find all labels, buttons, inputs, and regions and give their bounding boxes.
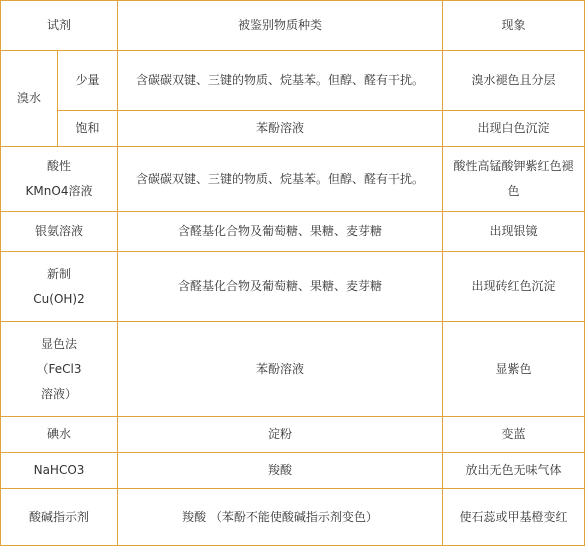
- indicator-reagent: 酸碱指示剂: [1, 489, 118, 546]
- cuoh-reagent-line2: Cu(OH)2: [33, 291, 85, 306]
- table-row: [1, 212, 585, 252]
- nahco3-reagent: NaHCO3: [1, 453, 118, 489]
- nahco3-substance: 羧酸: [118, 453, 443, 489]
- header-reagent: 试剂: [1, 1, 118, 51]
- kmno4-substance: 含碳碳双键、三键的物质、烷基苯。但醇、醛有干扰。: [118, 147, 443, 212]
- cuoh-reagent-line1: 新制: [47, 266, 72, 281]
- table-row: [1, 489, 585, 546]
- fecl3-reagent-line3: 溶液）: [41, 386, 78, 401]
- fecl3-reagent: [1, 322, 118, 417]
- indicator-substance: 羧酸 （苯酚不能使酸碱指示剂变色）: [118, 489, 443, 546]
- table-row: [1, 111, 585, 147]
- cuoh-reagent: [1, 252, 118, 322]
- bromine-saturated-phenomenon: 出现白色沉淀: [443, 111, 585, 147]
- silver-phenomenon: 出现银镜: [443, 212, 585, 252]
- bromine-reagent: 溴水: [1, 51, 58, 147]
- table-row: [1, 147, 585, 212]
- bromine-small-label: 少量: [58, 51, 118, 111]
- header-substance: 被鉴别物质种类: [118, 1, 443, 51]
- kmno4-reagent: [1, 147, 118, 212]
- iodine-reagent: 碘水: [1, 417, 118, 453]
- kmno4-phenomenon: 酸性高锰酸钾紫红色褪色: [443, 147, 585, 212]
- fecl3-reagent-line2: （FeCl3: [36, 361, 82, 376]
- fecl3-phenomenon: 显紫色: [443, 322, 585, 417]
- table-row: [1, 252, 585, 322]
- cuoh-phenomenon: 出现砖红色沉淀: [443, 252, 585, 322]
- nahco3-phenomenon: 放出无色无味气体: [443, 453, 585, 489]
- bromine-saturated-label: 饱和: [58, 111, 118, 147]
- bromine-small-phenomenon: 溴水褪色且分层: [443, 51, 585, 111]
- silver-reagent: 银氨溶液: [1, 212, 118, 252]
- kmno4-reagent-line2: KMnO4溶液: [25, 184, 93, 198]
- header-phenomenon: 现象: [443, 1, 585, 51]
- fecl3-reagent-line1: 显色法: [41, 336, 78, 351]
- table-header-row: [1, 1, 585, 51]
- indicator-phenomenon: 使石蕊或甲基橙变红: [443, 489, 585, 546]
- cuoh-substance: 含醛基化合物及葡萄糖、果糖、麦芽糖: [118, 252, 443, 322]
- table-row: [1, 51, 585, 111]
- kmno4-reagent-line1: 酸性: [47, 159, 72, 173]
- bromine-saturated-substance: 苯酚溶液: [118, 111, 443, 147]
- iodine-substance: 淀粉: [118, 417, 443, 453]
- fecl3-substance: 苯酚溶液: [118, 322, 443, 417]
- table-row: [1, 453, 585, 489]
- table-row: [1, 322, 585, 417]
- table-row: [1, 417, 585, 453]
- iodine-phenomenon: 变蓝: [443, 417, 585, 453]
- silver-substance: 含醛基化合物及葡萄糖、果糖、麦芽糖: [118, 212, 443, 252]
- bromine-small-substance: 含碳碳双键、三键的物质、烷基苯。但醇、醛有干扰。: [118, 51, 443, 111]
